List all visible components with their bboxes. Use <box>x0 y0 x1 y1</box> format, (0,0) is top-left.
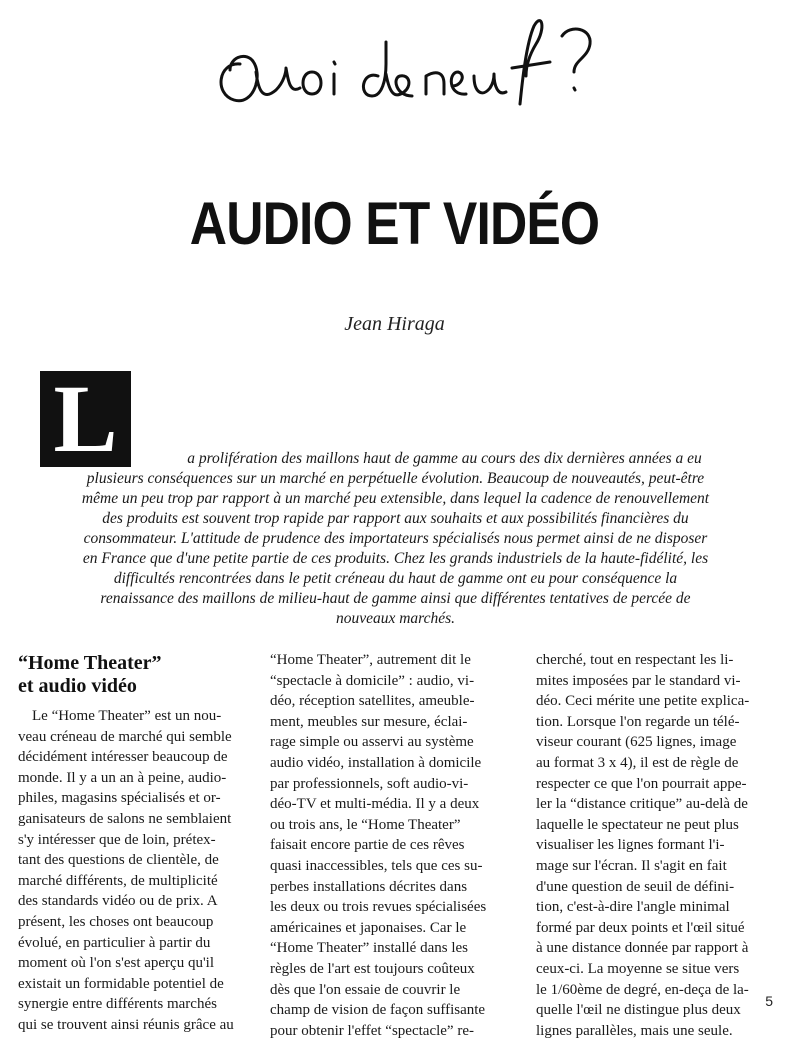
body-line: au format 3 x 4), il est de règle de <box>536 754 739 771</box>
intro-paragraph <box>18 449 773 629</box>
body-line: Le “Home Theater” est un nou- <box>32 708 222 724</box>
body-line: marché différents, de multiplicité <box>18 872 218 889</box>
body-line: synergie entre différents marchés <box>18 996 217 1013</box>
text-column-2 <box>270 650 512 1041</box>
intro-line: renaissance des maillons de milieu-haut de gamme ainsi que différentes tentatives de percée de <box>100 590 691 607</box>
body-line: monde. Il y a un an à peine, audio- <box>18 769 227 786</box>
body-line: viseur courant (625 lignes, image <box>536 734 737 751</box>
body-line: champ de vision de façon suffisante <box>270 1002 486 1019</box>
body-line: tion, c'est-à-dire l'angle minimal <box>536 899 730 916</box>
body-line: déo. Ceci mérite une petite explica- <box>536 693 750 710</box>
text-column-1 <box>18 652 250 1036</box>
body-line: audio vidéo, installation à domicile <box>270 754 482 771</box>
body-line: règles de l'art est toujours coûteux <box>270 960 475 977</box>
body-line: ler la “distance critique” au-delà de <box>536 796 748 813</box>
section-subheading <box>18 652 250 698</box>
body-line: dès que l'on essaie de couvrir le <box>270 981 461 998</box>
body-line: visualiser les lignes formant l'i- <box>536 837 725 854</box>
text-column-3 <box>536 650 780 1041</box>
body-line: d'une question de seuil de défini- <box>536 878 735 895</box>
intro-line: difficultés rencontrées dans le petit créneau du haut de gamme ont eu pour conséquence la <box>113 570 678 587</box>
intro-line: plusieurs conséquences sur un marché en perpétuelle évolution. Beaucoup de nouveautés, peut-être <box>86 470 705 487</box>
body-line: déo, réception satellites, ameuble- <box>270 693 475 710</box>
body-line: déo-TV et multi-média. Il y a deux <box>270 796 480 813</box>
body-line: rage simple ou asservi au système <box>270 734 474 751</box>
intro-line: nouveaux marchés. <box>335 610 456 627</box>
intro-line: a prolifération des maillons haut de gamme au cours des dix dernières années a eu <box>187 450 702 467</box>
subheading-line: “Home Theater” <box>18 652 162 674</box>
body-line: faisait encore partie de ces rêves <box>270 837 465 854</box>
body-line: ment, meubles sur mesure, éclai- <box>270 713 468 730</box>
intro-line: en France que d'une petite partie de ces produits. Chez les grands industriels de la haute-fidélité, les <box>82 550 709 567</box>
body-line: cherché, tout en respectant les li- <box>536 652 734 668</box>
article-author: Jean Hiraga <box>344 313 445 335</box>
body-line: qui se trouvent ainsi réunis grâce au <box>18 1016 234 1033</box>
body-line: décidément intéresser beaucoup de <box>18 749 228 766</box>
body-line: laquelle le spectateur ne peut plus <box>536 816 739 833</box>
intro-line: des produits est souvent trop rapide par rapport aux souhaits et aux possibilités financières du <box>102 510 689 527</box>
article-title: AUDIO ET VIDÉO <box>189 190 600 257</box>
handwritten-heading <box>200 14 620 114</box>
body-line: mites imposées par le standard vi- <box>536 672 741 689</box>
body-line: formé par deux points et l'œil situé <box>536 919 745 936</box>
body-line: mage sur l'écran. Il s'agit en fait <box>536 857 727 874</box>
intro-line: même un peu trop par rapport à un marché peu extensible, dans lequel la cadence de renouvellement <box>81 490 710 507</box>
body-line: à une distance donnée par rapport à <box>536 940 749 957</box>
handwritten-heading-graphic <box>200 14 620 114</box>
body-line: perbes installations décrites dans <box>270 878 468 895</box>
body-line: le 1/60ème de degré, en-deça de la- <box>536 981 749 998</box>
body-line: présent, les choses ont beaucoup <box>18 913 214 930</box>
body-line: par professionnels, soft audio-vi- <box>270 775 469 792</box>
drop-cap: L <box>40 371 131 467</box>
body-line: existait un formidable potentiel de <box>18 975 224 992</box>
body-line: quasi inaccessibles, tels que ces su- <box>270 857 483 874</box>
subheading-line: et audio vidéo <box>18 675 137 697</box>
body-line: quelle l'œil ne distingue plus deux <box>536 1002 741 1019</box>
body-line: les deux ou trois revues spécialisées <box>270 899 487 916</box>
body-line: ou trois ans, le “Home Theater” <box>270 816 461 833</box>
page-number: 5 <box>765 993 773 1009</box>
intro-line: consommateur. L'attitude de prudence des importateurs spécialisés nous permet ainsi de ne disposer <box>83 530 708 547</box>
body-line: ganisateurs de salons ne semblaient <box>18 810 232 827</box>
body-line: tant des questions de clientèle, de <box>18 852 219 869</box>
body-line: tion. Lorsque l'on regarde un télé- <box>536 713 740 730</box>
body-line: philes, magasins spécialisés et or- <box>18 790 221 807</box>
body-line: américaines et japonaises. Car le <box>270 919 467 936</box>
body-line: “Home Theater” installé dans les <box>270 940 468 957</box>
body-line: “spectacle à domicile” : audio, vi- <box>270 672 475 689</box>
body-line: ceux-ci. La moyenne se situe vers <box>536 960 740 977</box>
body-line: des standards vidéo ou de prix. A <box>18 893 218 910</box>
body-line: respecter ce que l'on pourrait appe- <box>536 775 747 792</box>
body-line: pour obtenir l'effet “spectacle” re- <box>270 1022 474 1039</box>
body-line: “Home Theater”, autrement dit le <box>270 652 471 668</box>
body-line: moment où l'on s'est aperçu qu'il <box>18 955 214 972</box>
body-line: s'y intéresser que de loin, prétex- <box>18 831 216 848</box>
body-line: lignes parallèles, mais une seule. <box>536 1022 733 1039</box>
body-line: veau créneau de marché qui semble <box>18 728 232 745</box>
body-line: évolué, en particulier à partir du <box>18 934 211 951</box>
